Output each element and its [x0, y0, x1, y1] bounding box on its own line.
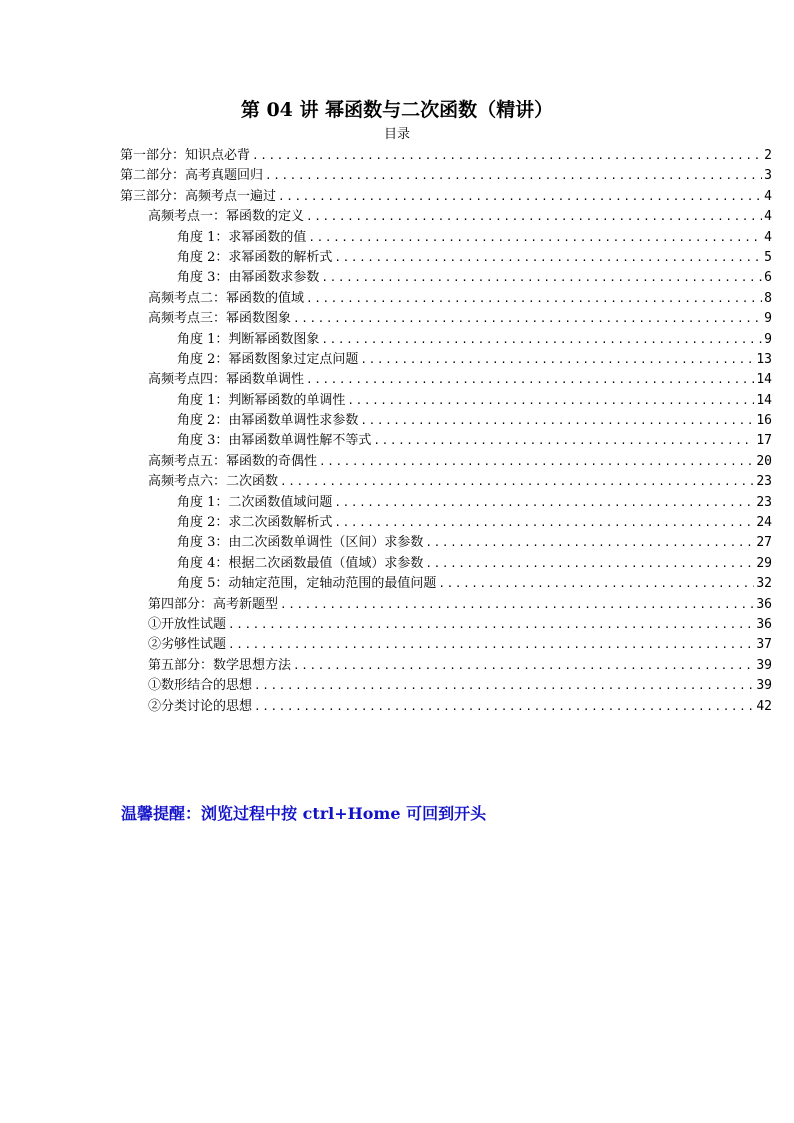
toc-leader-dots	[308, 228, 762, 248]
toc-entry-label: 高频考点四：幂函数单调性	[148, 372, 305, 388]
toc-entry-label: ②劣够性试题	[148, 637, 227, 653]
toc-leader-dots	[228, 635, 754, 655]
toc-entry-label: 第二部分：高考真题回归	[120, 168, 264, 184]
toc-entry-label: 角度 3：由幂函数求参数	[177, 270, 320, 286]
toc-entry-page: 9	[764, 331, 772, 347]
toc-entry[interactable]	[120, 431, 772, 451]
toc-entry-page: 36	[756, 616, 772, 632]
toc-entry-page: 4	[764, 229, 772, 245]
toc-entry[interactable]	[120, 228, 772, 248]
toc-entry-label: ①数形结合的思想	[148, 678, 253, 694]
navigation-tip: 温馨提醒：浏览过程中按 ctrl+Home 可回到开头	[121, 804, 487, 823]
toc-entry-page: 37	[756, 637, 772, 653]
toc-leader-dots	[254, 697, 754, 717]
toc-leader-dots	[360, 350, 754, 370]
toc-leader-dots	[321, 330, 762, 350]
toc-entry[interactable]	[120, 452, 772, 472]
toc-entry[interactable]	[120, 350, 772, 370]
toc-leader-dots	[293, 656, 754, 676]
toc-entry[interactable]	[120, 268, 772, 288]
toc-entry-page: 36	[756, 596, 772, 612]
toc-entry-page: 20	[756, 453, 772, 469]
toc-leader-dots	[265, 166, 762, 186]
toc-entry-label: ①开放性试题	[148, 616, 227, 632]
toc-leader-dots	[334, 513, 754, 533]
toc-entry-label: ②分类讨论的思想	[148, 698, 253, 714]
toc-entry[interactable]	[120, 289, 772, 309]
toc-entry[interactable]	[120, 493, 772, 513]
toc-entry-label: 角度 2：由幂函数单调性求参数	[177, 413, 359, 429]
toc-entry[interactable]	[120, 248, 772, 268]
toc-entry-label: 第五部分：数学思想方法	[148, 657, 292, 673]
toc-entry-page: 14	[756, 392, 772, 408]
toc-entry[interactable]	[120, 411, 772, 431]
toc-leader-dots	[438, 574, 754, 594]
toc-entry[interactable]	[120, 635, 772, 655]
toc-entry-label: 高频考点六：二次函数	[148, 474, 279, 490]
toc-entry[interactable]	[120, 656, 772, 676]
toc-entry[interactable]	[120, 187, 772, 207]
toc-entry-page: 3	[764, 168, 772, 184]
toc-entry-page: 23	[756, 494, 772, 510]
toc-heading: 目录	[383, 127, 410, 142]
toc-entry[interactable]	[120, 595, 772, 615]
document-title: 第 04 讲 幂函数与二次函数（精讲）	[240, 99, 554, 121]
toc-entry[interactable]	[120, 330, 772, 350]
toc-leader-dots	[280, 595, 754, 615]
toc-entry-label: 角度 5：动轴定范围，定轴动范围的最值问题	[177, 576, 437, 592]
toc-entry-label: 第三部分：高频考点一遍过	[120, 188, 277, 204]
toc-entry[interactable]	[120, 391, 772, 411]
toc-entry-label: 高频考点二：幂函数的值域	[148, 290, 305, 306]
toc-leader-dots	[347, 391, 754, 411]
toc-entry[interactable]	[120, 574, 772, 594]
toc-leader-dots	[306, 289, 762, 309]
toc-entry-label: 角度 1：求幂函数的值	[177, 229, 307, 245]
toc-entry-page: 17	[756, 433, 772, 449]
toc-entry-label: 高频考点一：幂函数的定义	[148, 209, 305, 225]
toc-entry[interactable]	[120, 533, 772, 553]
toc-entry-label: 角度 3：由二次函数单调性（区间）求参数	[177, 535, 424, 551]
toc-entry-label: 角度 1：二次函数值域问题	[177, 494, 333, 510]
toc-leader-dots	[319, 452, 754, 472]
toc-leader-dots	[425, 554, 754, 574]
toc-entry[interactable]	[120, 166, 772, 186]
toc-entry-label: 高频考点五：幂函数的奇偶性	[148, 453, 318, 469]
toc-entry[interactable]	[120, 615, 772, 635]
toc-entry-page: 4	[764, 188, 772, 204]
toc-entry[interactable]	[120, 309, 772, 329]
toc-entry-label: 高频考点三：幂函数图象	[148, 311, 292, 327]
toc-entry-page: 42	[756, 698, 772, 714]
toc-entry[interactable]	[120, 513, 772, 533]
toc-entry-label: 角度 1：判断幂函数的单调性	[177, 392, 346, 408]
toc-entry-page: 23	[756, 474, 772, 490]
toc-leader-dots	[334, 493, 754, 513]
toc-entry-label: 角度 2：求幂函数的解析式	[177, 249, 333, 265]
toc-entry-page: 9	[764, 311, 772, 327]
toc-leader-dots	[306, 207, 762, 227]
toc-leader-dots	[306, 370, 754, 390]
toc-entry-page: 13	[756, 351, 772, 367]
toc-entry-page: 8	[764, 290, 772, 306]
toc-entry-page: 16	[756, 413, 772, 429]
toc-entry[interactable]	[120, 554, 772, 574]
toc-leader-dots	[373, 431, 754, 451]
toc-entry[interactable]	[120, 370, 772, 390]
toc-entry-label: 第一部分：知识点必背	[120, 148, 251, 163]
toc-entry-page: 27	[756, 535, 772, 551]
toc-leader-dots	[425, 533, 754, 553]
toc-leader-dots	[252, 146, 762, 166]
toc-entry[interactable]	[120, 146, 772, 166]
toc-entry-page: 24	[756, 515, 772, 531]
toc-entry-label: 角度 1：判断幂函数图象	[177, 331, 320, 347]
toc-leader-dots	[293, 309, 762, 329]
toc-leader-dots	[278, 187, 762, 207]
toc-entry-page: 14	[756, 372, 772, 388]
toc-leader-dots	[254, 676, 754, 696]
toc-leader-dots	[228, 615, 754, 635]
toc-entry-page: 6	[764, 270, 772, 286]
toc-entry-page: 39	[756, 678, 772, 694]
toc-leader-dots	[334, 248, 762, 268]
toc-entry-page: 5	[764, 249, 772, 265]
toc-leader-dots	[321, 268, 762, 288]
toc-entry-page: 29	[756, 555, 772, 571]
toc-entry-label: 角度 3：由幂函数单调性解不等式	[177, 433, 372, 449]
toc-entry[interactable]	[120, 697, 772, 717]
toc-leader-dots	[360, 411, 754, 431]
toc-entry-page: 39	[756, 657, 772, 673]
toc-entry-page: 32	[756, 576, 772, 592]
toc-entry[interactable]	[120, 676, 772, 696]
toc-entry-label: 角度 4：根据二次函数最值（值域）求参数	[177, 555, 424, 571]
toc-entry[interactable]	[120, 472, 772, 492]
toc-leader-dots	[280, 472, 754, 492]
toc-entry[interactable]	[120, 207, 772, 227]
toc-entry-label: 第四部分：高考新题型	[148, 596, 279, 612]
toc-entry-label: 角度 2：幂函数图象过定点问题	[177, 351, 359, 367]
table-of-contents	[120, 146, 772, 717]
toc-entry-label: 角度 2：求二次函数解析式	[177, 515, 333, 531]
toc-entry-page: 4	[764, 209, 772, 225]
toc-entry-page: 2	[764, 148, 772, 163]
